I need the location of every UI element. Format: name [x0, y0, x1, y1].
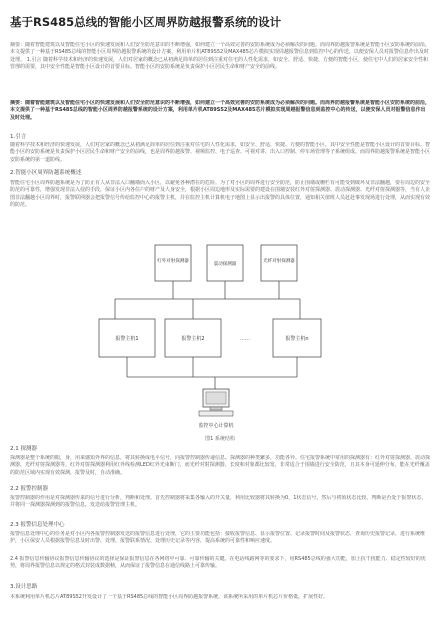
- alarm-host-1-label: 报警主机1: [115, 336, 139, 342]
- section21-text: 探测器是整个系统的眼，身，用来感知外界的信息，将其转换成电平信号，向报警控制器传递信息。探测器的种类繁多，功能各异。住宅报警系统中常用的探测器有：红外对射探测器、震动探测器、光纤对射探测器等。红外对射探测器利用红外线检测LED红外光束断门，而光纤对射探测器，长度和对象都比较宽，非常适合于围墙进行安全防范，且其本身可延伸分布，能在光纤覆盖的防范区域内实现有效探测，报警及时，自动准确。: [10, 455, 430, 476]
- abstract-paragraph: [10, 42, 430, 86]
- section22-heading: 2.2 报警控制器: [10, 486, 48, 492]
- ellipsis-label: ……: [240, 336, 250, 342]
- section1-heading: 1.引言: [10, 134, 27, 140]
- vibration-detector-label: 震动探测器: [213, 262, 237, 267]
- fiber-detector-label: 光纤对射探测器: [263, 259, 295, 264]
- section22-text: 报警控制器的作用是对探测器传来的信号进行分析，判断和处理。首先控制器将采集各输入的开关量，利用比较器将其转换为0，1状态信号，然后与初始状态比较，判断是否处于报警状态，并将同一探测器探测到的报警信息，发送给报警管理主机。: [10, 495, 427, 509]
- alarm-host-2-label: 报警主机2: [181, 336, 205, 342]
- section22-paragraph: [10, 495, 430, 517]
- section1-text: 随着科学技术和经济的快速发展，人们对居家的概念已从初满足简单的居住到注重对住宅的人性化需求，如安全、舒适、快捷、方便的智能小区，其中安全性能是智能小区设计的首要目标。智能小区的安防系统是负责保护小区居民生命和财产安全的前线，也是周界防越报警、视频监控、电子巡查、可视对讲、出入口控制、停车场管理等子系统组成。而周界防越报警系统是智能小区安防系统的第一道防线。: [10, 142, 430, 163]
- alarm-host-n-label: 报警主机n: [285, 336, 309, 342]
- section24-text: 2.4 报警信息传输协议报警信息传输协议的选择是保证报警信息在各网络中可靠、可靠传输的关键。在电话线路网等的要求下，用RS485总线的强大功能，加上抗干扰能力、稳定性较好的优势，将周界报警信息以规定的格式封装成数据帧，从而保证了报警信息在通信线路上可靠传输。: [10, 556, 426, 570]
- section21-paragraph: [10, 455, 430, 485]
- section23-paragraph: [10, 531, 430, 553]
- system-structure-figure: [95, 237, 325, 437]
- section2-heading: 2.智能小区周界防越系统概述: [10, 170, 82, 176]
- section2-paragraph: [10, 180, 430, 232]
- section1-paragraph: [10, 142, 430, 164]
- section23-heading: 2.3 报警信息处理中心: [10, 522, 65, 528]
- section3-heading: 3.设计思路: [10, 584, 38, 590]
- section21-heading: 2.1 探测器: [10, 446, 37, 452]
- monitor-center-label: 监控中心计算机: [198, 423, 234, 429]
- section3-text: 本系统利用单片机芯片AT89S52开发设计了一个基于RS485总线的智能小区周界防越报警系统，该系统所采用的单片机芯片价格低，扩展性好。: [10, 594, 329, 600]
- abstract-highlight: [10, 100, 430, 130]
- infrared-detector-label: 红外对射探测器: [157, 259, 189, 264]
- section3-paragraph: [10, 594, 430, 610]
- section2-text: 智能住宅小区周界防越系统是为了防止有人从非法入口翻墙而入小区，以避免各种潜在的危险。为了对小区的周界进行安全防范，防止围墙或栅栏有可能受到破坏及非法翻越，要在周边的安全防范的可靠性，增强发现非法入侵的手段，保证小区内各住户的财产及人身安全，根据小区周边地形及实际需要的建设在围墙安装红外对射探测器、震动探测器、光纤对射探测器等，当有人企图非法翻越小区周界时，报警联网器会把报警信号传给监控中心的报警主机，并在监控主机计算机电子地图上显示出报警的具体位置，通知相关值班人员赶赴事发现场进行处理，从而实现有效的防范。: [10, 180, 430, 209]
- abstract-highlight-text: 摘要：随着智能建筑以及智能住宅小区的快速发展和人们安全防范意识的不断增强，如何建立一个高效完善的安防系统成为必须解决的问题。而周界防越报警系统是智能小区安防系统的前沿，本文提供了一种基于RS485总线的智能小区周界防越报警系统的设计方案，利用单片机AT89S52及MAX485芯片模拟实现周越报警信息到监控中心的传送，以便安保人员对报警信息作出及时处理。: [10, 100, 430, 121]
- figure-caption: 图1 系统结构: [205, 436, 235, 442]
- monitor-computer-icon: [199, 389, 233, 416]
- page-title: 基于RS485总线的智能小区周界防越报警系统的设计: [10, 15, 282, 29]
- abstract-text: 摘要：随着智能建筑以及智能住宅小区的快速发展和人们安全防范意识的不断增强，如何建立一个高效完善的安防系统成为必须解决的问题。而周界防越报警系统是智能小区安防系统的前沿，本文提供了一种基于RS485总线的智能小区周界防越报警系统的设计方案，利用单片机AT89S52及MAX485芯片模拟实现周越报警信息到监控中心的传送，以便安保人员对报警信息作出及时处理。 1.引言 随着科学技术和经济的快速发展，人们对居家的概念已从初满足简单的居住到注重对住宅的人性化需求，如安全、舒适、快捷、方便的智能小区，使住宅中人们的居家安全性和管理的需要，其中安全性能是智能小区设计的首要目标。智能小区的安防系统是负责保护小区居民生命和财产安全的前线。: [10, 42, 430, 71]
- section23-text: 报警信息处理中心的任务是对小区内各报警控制器发送的报警信息进行处理，它的主要功能包括：接收报警信息、显示报警位置、记录报警时间及报警状态，查询历史报警记录，进行系统维护，小区保安人员根据报警信息及时出警、处理、报警联系情况、处理历史记录等内容，提高系统的可靠性和响应速度。: [10, 531, 426, 545]
- section24-paragraph: [10, 556, 430, 578]
